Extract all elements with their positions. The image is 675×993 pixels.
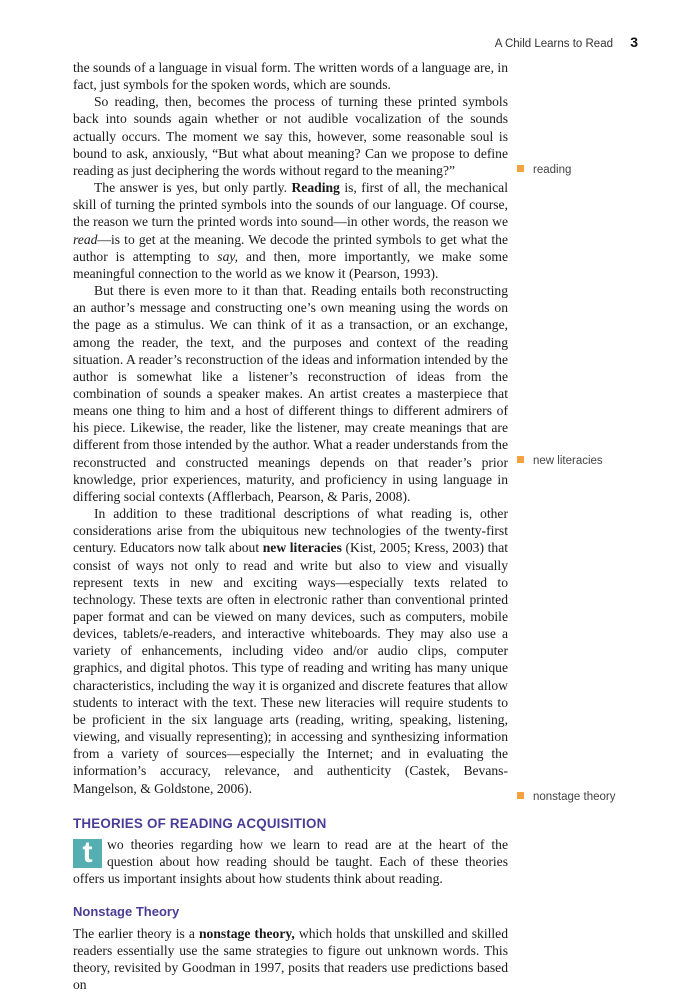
text-run: But there is even more to it than that. Reading entails both reconstructing an author’s message and constructing one’s own meaning using the words on the page as a stimulus. We can think of it as a transaction, or an exchange, among the reader, the text, and the purposes and context of the reading situation. A reader’s reconstruction of the ideas and information intended by the author is somewhat like a listener’s reconstruction of ideas from the combination of sounds a speaker makes. An artist creates a masterpiece that means one thing to him and a host of different things to different admirers of his piece. Likewise, the reader, like the listener, may create meanings that are different from those intended by the author. What a reader understands from the reconstructed and constructed meanings depends on that reader’s prior knowledge, prior experiences, maturity, and proficiency in using language in differing social contexts (Afflerbach, Pearson, & Paris, 2008). [73,283,508,504]
section-heading: THEORIES OF READING ACQUISITION [73,815,508,832]
running-head-title: A Child Learns to Read [495,38,613,50]
square-bullet-icon [517,792,524,799]
text-run: The answer is yes, but only partly. [94,180,291,195]
page-number: 3 [630,34,638,50]
key-term: new literacies [263,540,342,555]
running-head [495,34,638,50]
paragraph [73,93,508,179]
text-run: The earlier theory is a [73,926,199,941]
margin-note-new-literacies [517,455,603,467]
square-bullet-icon [517,165,524,172]
margin-note-reading [517,164,571,176]
text-run: —is to get at the meaning. We decode the printed symbols to get what the author is attempting to [73,232,508,264]
subsection-heading: Nonstage Theory [73,903,508,920]
drop-cap-letter: t [73,836,102,870]
text-run: In addition to these traditional descriptions of what reading is, other considerations arise from the ubiquitous new technologies of the twenty-first century. Educators now talk about [73,506,508,555]
section-intro [73,836,508,887]
margin-note-term: nonstage theory [533,791,615,803]
margin-note-term: new literacies [533,455,603,467]
subsection-paragraph [73,925,508,993]
section-intro-text: wo theories regarding how we learn to read are at the heart of the question about how reading should be taught. Each of these theories offers us important insights about how students think about reading. [73,837,508,886]
text-run: and then, more importantly, we make some meaningful connection to the world as we know it (Pearson, 1993). [73,249,508,281]
paragraph [73,282,508,505]
body-text [73,59,508,993]
paragraphs [73,59,508,797]
emphasis: read [73,232,97,247]
key-term: Reading [291,180,339,195]
text-run: (Kist, 2005; Kress, 2003) that consist of ways not only to read and write but also to view and visually represent texts in new and exciting ways—especially texts related to technology. These texts are often in electronic rather than conventional printed paper format and can be viewed on many devices, such as computers, mobile devices, tablets/e-readers, and interactive whiteboards. They may also use a variety of enhancements, including video and/or audio clips, computer graphics, and digital photos. This type of reading and writing has many unique characteristics, including the way it is organized and discrete features that allow students to interact with the text. These new literacies will require students to be proficient in the six language arts (reading, writing, speaking, listening, viewing, and visually representing); in accessing and synthesizing information from a variety of sources—especially the Internet; and in evaluating the information’s accuracy, relevance, and authenticity (Castek, Bevans-Mangelson, & Goldstone, 2006). [73,540,508,795]
margin-note-nonstage-theory [517,791,615,803]
text-run: which holds that unskilled and skilled readers essentially use the same strategies to figure out unknown words. This theory, revisited by Goodman in 1997, posits that readers use predictions based on [73,926,508,992]
paragraph [73,179,508,282]
paragraph [73,59,508,93]
key-term: nonstage theory, [199,926,295,941]
paragraph [73,505,508,797]
emphasis: say, [217,249,238,264]
drop-cap [73,839,102,868]
text-run: is, first of all, the mechanical skill of turning the printed symbols into the sounds of our language. Of course, the reason we turn the printed words into sound—in other words, the reason we [73,180,508,229]
square-bullet-icon [517,456,524,463]
text-run: the sounds of a language in visual form. The written words of a language are, in fact, just symbols for the spoken words, which are sounds. [73,60,508,92]
text-run: So reading, then, becomes the process of turning these printed symbols back into sounds again whether or not audible vocalization of the sounds actually occurs. The moment we say this, however, some reasonable soul is bound to ask, anxiously, “But what about meaning? Can we propose to define reading as just deciphering the words without regard to the meaning?” [73,94,508,178]
margin-note-term: reading [533,164,571,176]
